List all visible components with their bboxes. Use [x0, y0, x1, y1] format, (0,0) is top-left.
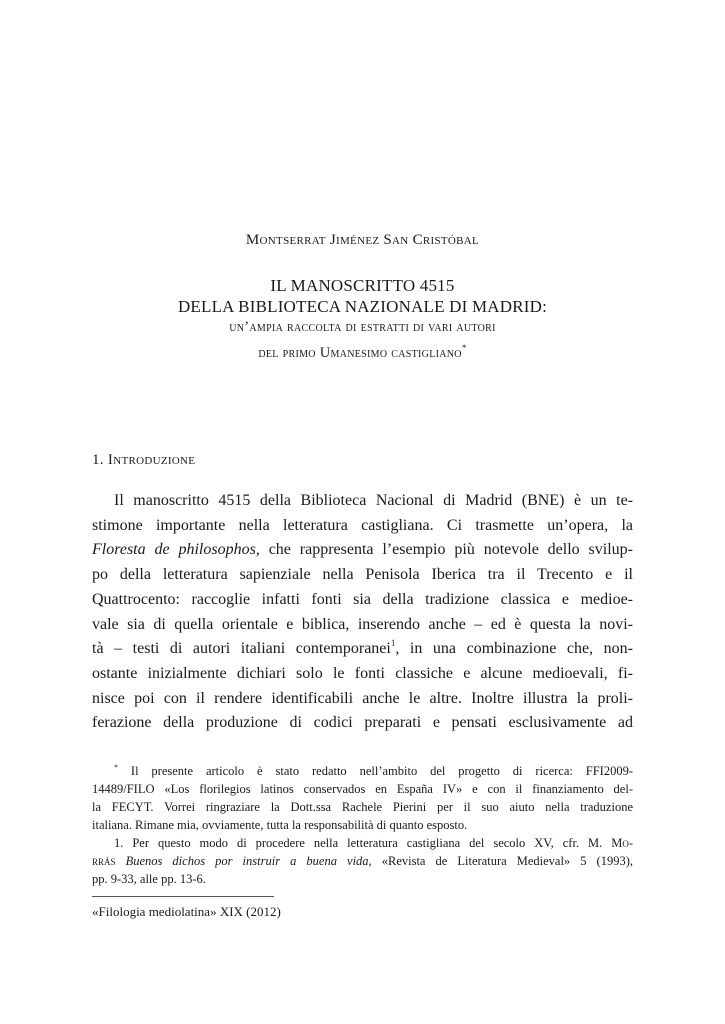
body-line: [92, 538, 633, 563]
body-line: vale sia di quella orientale e biblica, inserendo anche – ed è questa la novi-: [92, 615, 633, 633]
body-line: [92, 637, 633, 662]
body-line: ostante inizialmente dichiari solo le fonti classiche e alcune medioevali, fi-: [92, 664, 633, 682]
body-line: Il manoscritto 4515 della Biblioteca Nacional di Madrid (BNE) è un te-: [114, 492, 633, 509]
journal-footer: «Filologia mediolatina» XIX (2012): [92, 904, 281, 919]
body-line: Quattrocento: raccoglie infatti fonti sia della tradizione classica e medioe-: [92, 590, 633, 608]
author-name: Montserrat Jiménez San Cristóbal: [245, 232, 480, 248]
title-footnote-mark[interactable]: *: [461, 343, 467, 353]
author-small-caps: rrás: [92, 854, 116, 868]
footnote-star-line: [92, 762, 633, 780]
footnote-text: , «Revista de Literatura Medieval» 5 (1993),: [368, 854, 633, 868]
article-title: [0, 275, 725, 364]
footnotes: [92, 762, 633, 888]
footnote-1-line: [92, 834, 633, 852]
body-line: ferazione della produzione di codici preparati e pensati esclusivamente ad: [92, 714, 633, 732]
subtitle-line-1: un’ampia raccolta di estratti di vari autori: [229, 319, 496, 335]
subtitle-line-2: [0, 338, 725, 364]
body-line: po della letteratura sapienziale nella Penisola Iberica tra il Trecento e il: [92, 566, 633, 584]
footnote-text: Il presente articolo è stato redatto nell’ambito del progetto di ricerca: FFI2009-: [130, 764, 634, 778]
footnote-star-line: la FECYT. Vorrei ringraziare la Dott.ssa Rachele Pierini per il suo aiuto nella traduzione: [92, 800, 633, 814]
subtitle-line-2-text: del primo Umanesimo castigliano: [258, 345, 462, 361]
footnote-1-line: [92, 852, 633, 870]
footnote-reference-1[interactable]: 1: [390, 638, 396, 649]
body-line-text: , in una combinazione che, non-: [395, 640, 633, 658]
body-line: nisce poi con il rendere identificabili anche le altre. Inoltre illustra la proli-: [92, 689, 633, 707]
body-line: stimone importante nella letteratura castigliana. Ci trasmette un’opera, la: [92, 516, 633, 534]
footnote-1-line: pp. 9-33, alle pp. 13-6.: [92, 872, 206, 886]
author-small-caps: o-: [622, 836, 633, 850]
footnote-text: 1. Per questo modo di procedere nella letteratura castigliana del secolo XV, cfr. M. M: [114, 836, 623, 850]
body-line-text: tà – testi di autori italiani contemporanei: [92, 640, 391, 658]
footnote-star-line: 14489/FILO «Los florilegios latinos conservados en España IV» e con il finanziamento del-: [92, 782, 633, 796]
cited-work-italic: Buenos dichos por instruir a buena vida: [125, 854, 369, 868]
title-line-2: DELLA BIBLIOTECA NAZIONALE DI MADRID:: [177, 297, 548, 316]
body-paragraph: [92, 489, 633, 736]
section-heading: 1. Introduzione: [92, 452, 196, 468]
footnote-star-mark: *: [114, 763, 118, 772]
title-line-1: IL MANOSCRITTO 4515: [270, 276, 455, 295]
body-line-text: , che rappresenta l’esempio più notevole dello svilup-: [255, 541, 633, 559]
work-title-italic: Floresta de philosophos: [92, 541, 256, 559]
footnote-star-line: italiana. Rimane mia, ovviamente, tutta la responsabilità di quanto esposto.: [92, 818, 468, 832]
footer-rule: [92, 896, 274, 897]
